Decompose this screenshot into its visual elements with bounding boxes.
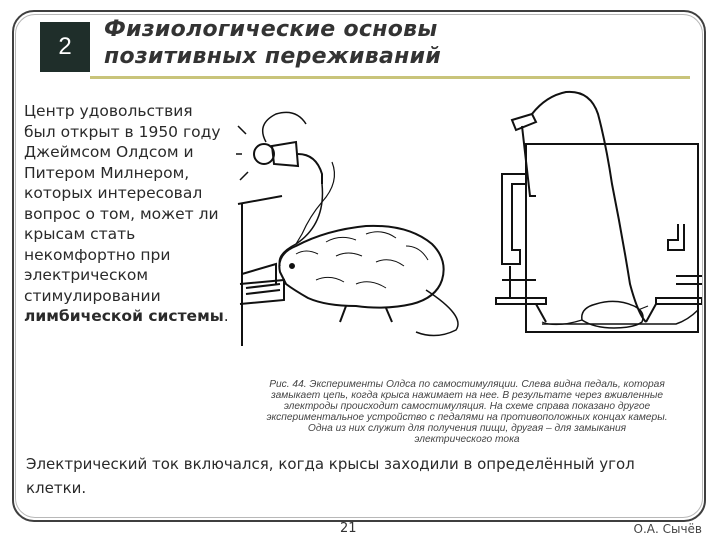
body-line: стимулировании	[24, 286, 161, 305]
caption-line: Рис. 44. Эксперименты Олдса по самостимуляции. Слева видна педаль, которая	[269, 379, 665, 390]
caption-line: замыкает цепь, когда крыса нажимает на нее. В результате через вживленные	[270, 390, 664, 401]
body-line: был открыт в 1950 году	[24, 122, 221, 141]
slide-number: 2	[58, 33, 72, 60]
experiment-illustration	[236, 84, 702, 384]
body-line: которых интересовал	[24, 184, 203, 202]
body-line: вопрос о том, может ли	[24, 204, 219, 223]
lamp-icon	[236, 112, 322, 184]
body-line: Джеймсом Олдсом и	[24, 143, 194, 161]
bottom-paragraph	[26, 452, 686, 500]
title-line-2: позитивных переживаний	[104, 44, 442, 69]
body-line	[24, 306, 246, 327]
author-name: О.А. Сычёв	[633, 522, 702, 536]
body-line: электрическом	[24, 266, 149, 284]
caption-line: электроды происходит самостимуляция. На схеме справа показано другое	[283, 401, 651, 412]
caption-line: Одна из них служит для получения пищи, другая – для замыкания	[307, 423, 627, 434]
title-line-1: Физиологические основы	[104, 17, 438, 42]
body-emphasis: лимбической системы	[24, 307, 224, 325]
slide-title	[104, 16, 544, 70]
slide-number-box	[40, 22, 90, 72]
page-number: 21	[340, 521, 357, 536]
body-line: крысам стать	[24, 225, 136, 243]
cage-wall-icon	[238, 196, 284, 346]
body-text	[24, 101, 246, 327]
bottom-line: Электрический ток включался, когда крысы заходили в определённый угол	[26, 455, 635, 473]
body-line: Центр удовольствия	[24, 102, 193, 120]
body-line: некомфортно при	[24, 245, 171, 264]
bottom-line: клетки.	[26, 479, 87, 497]
caption-line: электрического тока	[414, 434, 520, 445]
rat-icon	[279, 226, 458, 336]
body-line: Питером Милнером,	[24, 163, 190, 182]
figure-caption	[236, 379, 698, 445]
stimulator-arm-icon	[512, 92, 646, 322]
caption-line: экспериментальное устройство с педалями на противоположных концах камеры.	[266, 412, 668, 423]
title-underline	[90, 76, 690, 79]
body-period: .	[223, 307, 229, 325]
